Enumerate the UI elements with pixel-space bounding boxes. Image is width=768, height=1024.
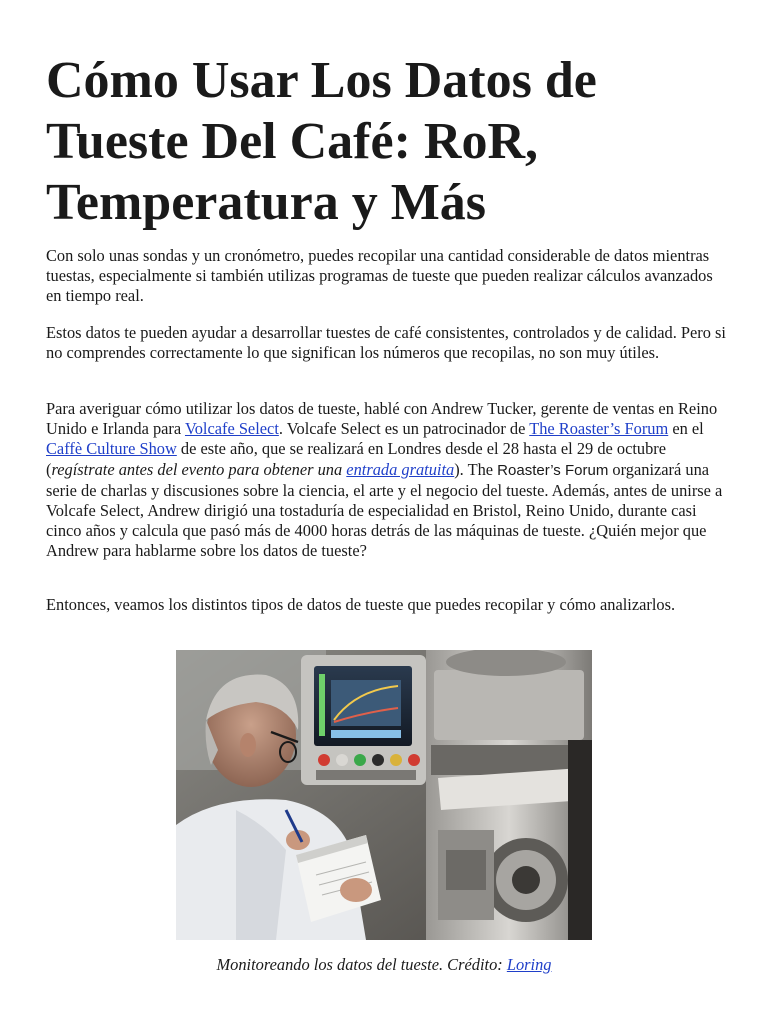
p3-roasters-forum-sans: Roaster’s Forum: [497, 461, 609, 479]
p3-text-2: . Volcafe Select es un patrocinador de: [278, 419, 530, 439]
p3-text-6: ).: [454, 459, 464, 479]
p3-text-9: organizará una serie de charlas y discusiones sobre la ciencia, el arte y el negocio del tueste. Además, antes de unirse a Volcafe Select, Andrew dirigió una tostaduría de especialidad en Bristol, Reino Unido, durante casi cinco años y calcula que pasó más de 4000 horas detrás de las máquinas de tueste. ¿Quién mejor que Andrew para hablarme sobre los datos de tueste?: [46, 459, 723, 561]
p3-text-5: regístrate antes del evento para obtener una: [51, 459, 347, 479]
p3-text-4: de este año, que se realizará en Londres desde el 28 hasta el 29 de octubre (: [46, 439, 667, 479]
entrada-gratuita-link[interactable]: entrada gratuita: [346, 459, 455, 479]
paragraph-transition: Entonces, veamos los distintos tipos de datos de tueste que puedes recopilar y cómo analizarlos.: [46, 595, 676, 614]
paragraph-intro: Con solo unas sondas y un cronómetro, puedes recopilar una cantidad considerable de datos mientras tuestas, especialmente si también utilizas programas de tueste que pueden realizar cálculos avanzados en tiempo real.: [46, 246, 713, 306]
p3-text-1: Para averiguar cómo utilizar los datos de tueste, hablé con Andrew Tucker, gerente de ventas en Reino Unido e Irlanda para: [46, 399, 718, 439]
p3-text-3: en el: [668, 419, 704, 439]
paragraph-andrew-tucker: [46, 399, 726, 562]
man-monitoring-coffee-roaster-photo: [176, 650, 592, 940]
roasters-forum-link[interactable]: The Roaster’s Forum: [529, 419, 669, 439]
p3-text-7: The: [463, 459, 498, 479]
figure-caption: [0, 955, 768, 975]
loring-credit-link[interactable]: Loring: [506, 955, 552, 974]
article-title: Cómo Usar Los Datos de Tueste Del Café: RoR, Temperatura y Más: [46, 52, 597, 231]
roaster-photo-illustration: [176, 650, 592, 940]
p3-italic-text: [51, 460, 454, 479]
caffe-culture-show-link[interactable]: Caffè Culture Show: [46, 439, 177, 459]
paragraph-data-usefulness: Estos datos te pueden ayudar a desarrollar tuestes de café consistentes, controlados y de calidad. Pero si no comprendes correctamente lo que significan los números que recopilas, no son muy útiles.: [46, 323, 726, 363]
volcafe-select-link[interactable]: Volcafe Select: [184, 419, 279, 439]
caption-text: Monitoreando los datos del tueste. Crédito:: [216, 955, 507, 974]
